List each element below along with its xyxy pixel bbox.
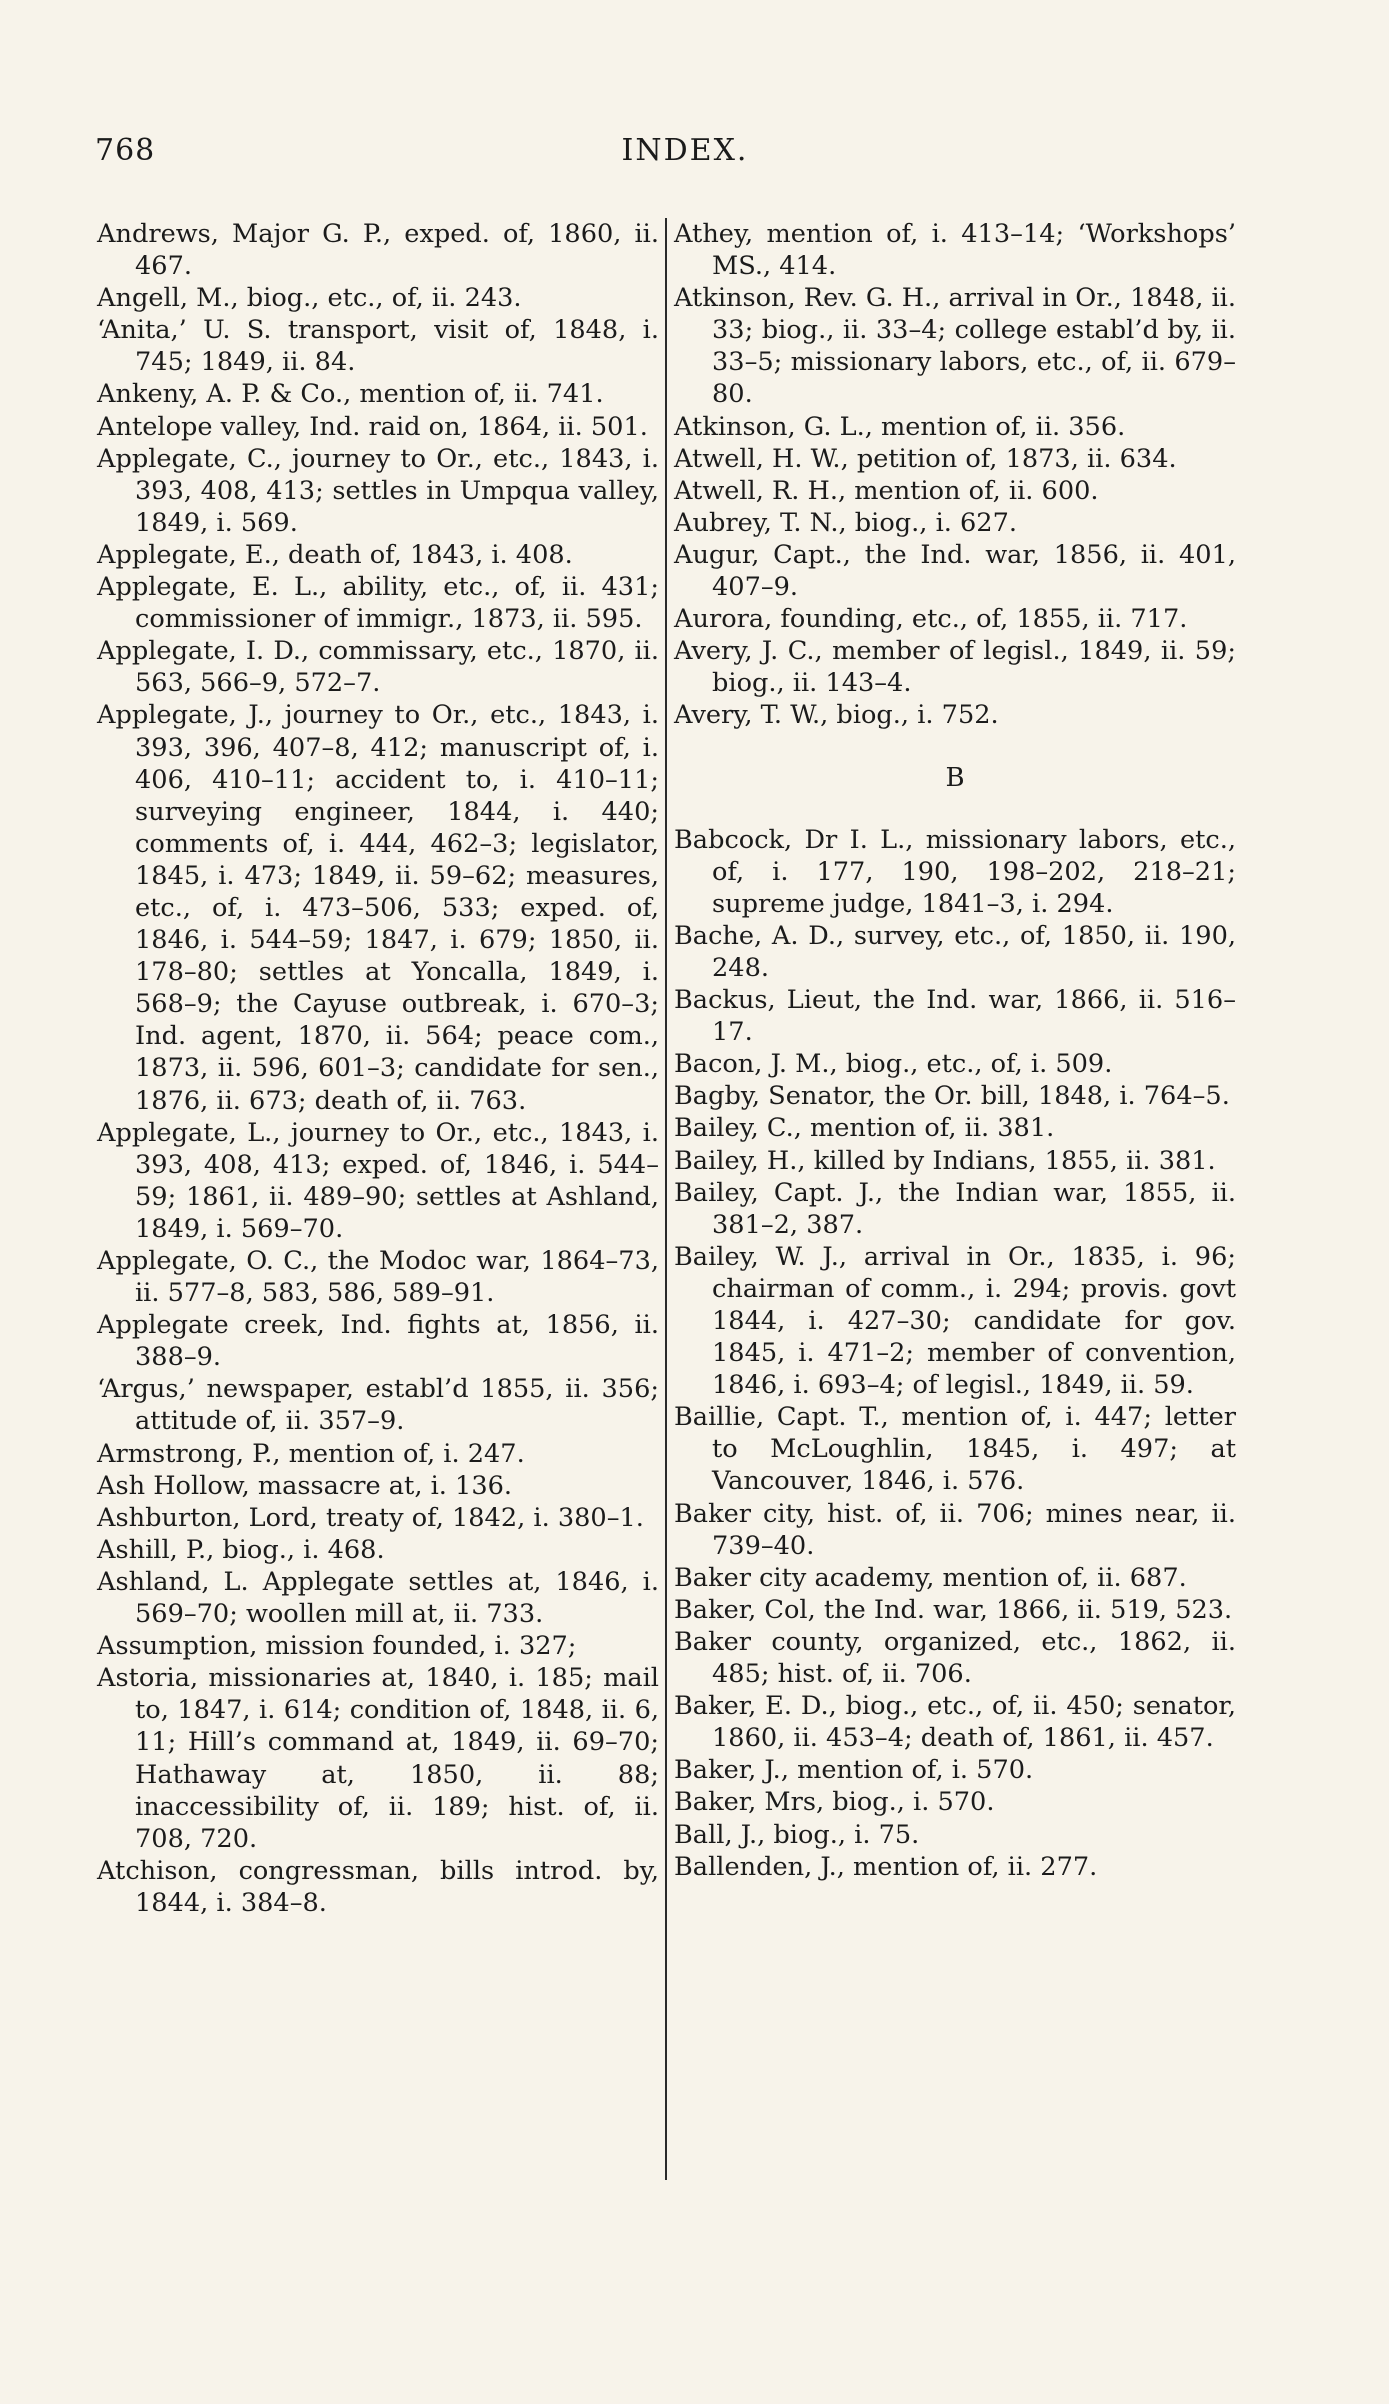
index-entry: Ash Hollow, massacre at, i. 136. — [97, 1470, 513, 1501]
section-letter-heading: B — [945, 762, 965, 793]
index-entry: Aurora, founding, etc., of, 1855, ii. 717. — [674, 604, 1188, 635]
index-entry: Bacon, J. M., biog., etc., of, i. 509. — [674, 1049, 1113, 1080]
index-entry: Applegate, C., journey to Or., etc., 1843, i. 393, 408, 413; settles in Umpqua valley, 1849, i. 569. — [97, 443, 659, 538]
index-entry: ‘Anita,’ U. S. transport, visit of, 1848, i. 745; 1849, ii. 84. — [97, 315, 659, 378]
index-entry: Bache, A. D., survey, etc., of, 1850, ii. 190, 248. — [674, 920, 1236, 983]
index-column-left — [97, 218, 659, 1919]
index-entry: Baillie, Capt. T., mention of, i. 447; letter to McLoughlin, 1845, i. 497; at Vancouver, 1846, i. 576. — [674, 1402, 1236, 1497]
page-header — [95, 133, 1275, 173]
index-entry: Applegate, E., death of, 1843, i. 408. — [97, 539, 573, 570]
index-entry: Astoria, missionaries at, 1840, i. 185; mail to, 1847, i. 614; condition of, 1848, ii. 6, 11; Hill’s command at, 1849, ii. 69–70; Hathaway at, 1850, ii. 88; inaccessibility of, ii. 189; hist. of, ii. 708, 720. — [97, 1663, 659, 1854]
index-entry: Applegate, L., journey to Or., etc., 1843, i. 393, 408, 413; exped. of, 1846, i. 544–59; 1861, ii. 489–90; settles at Ashland, 1849, i. 569–70. — [97, 1117, 659, 1244]
index-entry: Ashburton, Lord, treaty of, 1842, i. 380–1. — [97, 1502, 644, 1533]
index-entry: Bailey, Capt. J., the Indian war, 1855, ii. 381–2, 387. — [674, 1177, 1236, 1240]
index-entry: Athey, mention of, i. 413–14; ‘Workshops’ MS., 414. — [674, 219, 1236, 282]
index-entry: Andrews, Major G. P., exped. of, 1860, ii. 467. — [97, 219, 659, 282]
index-entry: Baker city academy, mention of, ii. 687. — [674, 1562, 1187, 1593]
index-entry: Bailey, H., killed by Indians, 1855, ii. 381. — [674, 1145, 1216, 1176]
index-entry: Angell, M., biog., etc., of, ii. 243. — [97, 283, 522, 314]
index-entry: Applegate, O. C., the Modoc war, 1864–73, ii. 577–8, 583, 586, 589–91. — [97, 1246, 659, 1309]
index-entry: Bagby, Senator, the Or. bill, 1848, i. 764–5. — [674, 1081, 1230, 1112]
index-entry: Baker, Mrs, biog., i. 570. — [674, 1787, 995, 1818]
index-entry: Applegate, I. D., commissary, etc., 1870, ii. 563, 566–9, 572–7. — [97, 636, 659, 699]
index-entry: Baker, E. D., biog., etc., of, ii. 450; senator, 1860, ii. 453–4; death of, 1861, ii. 457. — [674, 1691, 1236, 1754]
index-entry: Ashland, L. Applegate settles at, 1846, i. 569–70; woollen mill at, ii. 733. — [97, 1566, 659, 1630]
index-entry: Ball, J., biog., i. 75. — [674, 1819, 920, 1850]
index-entry: Baker, Col, the Ind. war, 1866, ii. 519, 523. — [674, 1594, 1233, 1625]
index-entry: Applegate, J., journey to Or., etc., 1843, i. 393, 396, 407–8, 412; manuscript of, i. 406, 410–11; accident to, i. 410–11; surveying engineer, 1844, i. 440; comments of, i. 444, 462–3; legislator, 1845, i. 473; 1849, ii. 59–62; measures, etc., of, i. 473–506, 533; exped. of, 1846, i. 544–59; 1847, i. 679; 1850, ii. 178–80; settles at Yoncalla, 1849, i. 568–9; the Cayuse outbreak, i. 670–3; Ind. agent, 1870, ii. 564; peace com., 1873, ii. 596, 601–3; candidate for sen., 1876, ii. 673; death of, ii. 763. — [97, 700, 659, 1116]
index-entry: Ashill, P., biog., i. 468. — [97, 1534, 385, 1565]
index-entry: Backus, Lieut, the Ind. war, 1866, ii. 516–17. — [674, 985, 1236, 1048]
index-entry: Augur, Capt., the Ind. war, 1856, ii. 401, 407–9. — [674, 539, 1236, 603]
index-entry: ‘Argus,’ newspaper, establ’d 1855, ii. 356; attitude of, ii. 357–9. — [97, 1374, 659, 1437]
index-entry: Avery, J. C., member of legisl., 1849, ii. 59; biog., ii. 143–4. — [674, 636, 1236, 699]
index-entry: Atkinson, Rev. G. H., arrival in Or., 1848, ii. 33; biog., ii. 33–4; college establ’d by, ii. 33–5; missionary labors, etc., of, ii. 679–80. — [674, 283, 1236, 410]
index-entry: Atwell, R. H., mention of, ii. 600. — [674, 475, 1099, 506]
index-entry: Ankeny, A. P. & Co., mention of, ii. 741. — [97, 379, 604, 410]
index-entry: Applegate, E. L., ability, etc., of, ii. 431; commissioner of immigr., 1873, ii. 595. — [97, 572, 659, 635]
page-number: 768 — [95, 133, 156, 168]
index-entry: Antelope valley, Ind. raid on, 1864, ii. 501. — [97, 411, 648, 442]
column-divider — [665, 218, 667, 2180]
index-entry: Assumption, mission founded, i. 327; — [97, 1631, 577, 1662]
index-entry: Atkinson, G. L., mention of, ii. 356. — [674, 411, 1126, 442]
index-entry: Baker county, organized, etc., 1862, ii. 485; hist. of, ii. 706. — [674, 1626, 1236, 1690]
index-entry: Aubrey, T. N., biog., i. 627. — [674, 507, 1018, 538]
index-entry: Avery, T. W., biog., i. 752. — [674, 700, 999, 731]
index-column-right — [674, 218, 1236, 1883]
index-entry: Baker city, hist. of, ii. 706; mines near, ii. 739–40. — [674, 1498, 1236, 1561]
index-entry: Bailey, W. J., arrival in Or., 1835, i. 96; chairman of comm., i. 294; provis. govt 1844, i. 427–30; candidate for gov. 1845, i. 471–2; member of convention, 1846, i. 693–4; of legisl., 1849, ii. 59. — [674, 1241, 1236, 1401]
index-entry: Baker, J., mention of, i. 570. — [674, 1755, 1034, 1786]
index-entry: Bailey, C., mention of, ii. 381. — [674, 1113, 1055, 1144]
index-entry: Atchison, congressman, bills introd. by, 1844, i. 384–8. — [97, 1855, 659, 1918]
running-title: INDEX. — [621, 133, 749, 168]
index-entry: Ballenden, J., mention of, ii. 277. — [674, 1851, 1098, 1882]
index-entry: Applegate creek, Ind. fights at, 1856, ii. 388–9. — [97, 1310, 659, 1373]
index-entry: Atwell, H. W., petition of, 1873, ii. 634. — [674, 443, 1177, 474]
index-entry: Armstrong, P., mention of, i. 247. — [97, 1438, 525, 1469]
index-entry: Babcock, Dr I. L., missionary labors, etc., of, i. 177, 190, 198–202, 218–21; supreme judge, 1841–3, i. 294. — [674, 824, 1236, 919]
